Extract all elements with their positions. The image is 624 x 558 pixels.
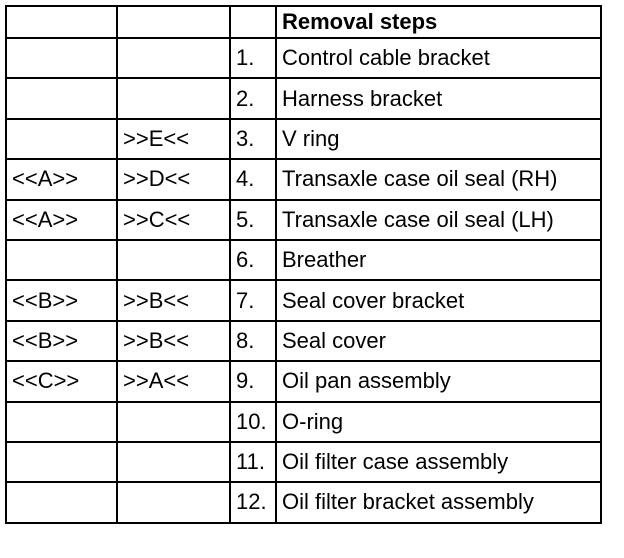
step-name-cell: Seal cover bracket	[276, 280, 601, 320]
step-number-cell: 7.	[230, 280, 276, 320]
note-a-cell: <<C>>	[6, 361, 117, 401]
table-row	[6, 240, 601, 280]
table-row	[6, 361, 601, 401]
step-name-cell: Transaxle case oil seal (LH)	[276, 200, 601, 240]
step-name-cell: Harness bracket	[276, 78, 601, 118]
note-b-cell	[117, 240, 230, 280]
note-b-cell: >>A<<	[117, 361, 230, 401]
note-a-cell	[6, 442, 117, 482]
step-name-cell: V ring	[276, 119, 601, 159]
note-b-cell	[117, 38, 230, 78]
note-a-cell: <<B>>	[6, 321, 117, 361]
table-row	[6, 78, 601, 118]
step-name-cell: Breather	[276, 240, 601, 280]
note-a-cell	[6, 38, 117, 78]
header-cell-number	[230, 6, 276, 38]
note-b-cell: >>B<<	[117, 280, 230, 320]
note-a-cell	[6, 119, 117, 159]
step-name-cell: Oil filter case assembly	[276, 442, 601, 482]
note-b-cell	[117, 442, 230, 482]
step-name-cell: O-ring	[276, 402, 601, 442]
step-number-cell: 2.	[230, 78, 276, 118]
step-name-cell: Oil filter bracket assembly	[276, 482, 601, 522]
header-cell-note-b	[117, 6, 230, 38]
step-number-cell: 9.	[230, 361, 276, 401]
step-number-cell: 12.	[230, 482, 276, 522]
table-row	[6, 200, 601, 240]
step-number-cell: 6.	[230, 240, 276, 280]
header-cell-removal-steps: Removal steps	[276, 6, 601, 38]
note-b-cell: >>E<<	[117, 119, 230, 159]
step-name-cell: Seal cover	[276, 321, 601, 361]
table-row	[6, 482, 601, 522]
step-number-cell: 10.	[230, 402, 276, 442]
table-row	[6, 38, 601, 78]
note-b-cell	[117, 402, 230, 442]
note-b-cell	[117, 482, 230, 522]
step-name-cell: Oil pan assembly	[276, 361, 601, 401]
note-a-cell	[6, 240, 117, 280]
note-b-cell: >>B<<	[117, 321, 230, 361]
note-a-cell	[6, 402, 117, 442]
step-number-cell: 1.	[230, 38, 276, 78]
note-a-cell: <<B>>	[6, 280, 117, 320]
step-name-cell: Transaxle case oil seal (RH)	[276, 159, 601, 199]
removal-steps-table	[5, 5, 602, 524]
step-number-cell: 3.	[230, 119, 276, 159]
note-a-cell: <<A>>	[6, 200, 117, 240]
table-row	[6, 159, 601, 199]
note-b-cell: >>D<<	[117, 159, 230, 199]
header-cell-note-a	[6, 6, 117, 38]
note-a-cell	[6, 78, 117, 118]
note-a-cell: <<A>>	[6, 159, 117, 199]
step-number-cell: 11.	[230, 442, 276, 482]
step-number-cell: 8.	[230, 321, 276, 361]
note-a-cell	[6, 482, 117, 522]
table-row	[6, 321, 601, 361]
table-row	[6, 442, 601, 482]
table-header-row	[6, 6, 601, 38]
table-row	[6, 402, 601, 442]
table-row	[6, 280, 601, 320]
note-b-cell	[117, 78, 230, 118]
table-row	[6, 119, 601, 159]
note-b-cell: >>C<<	[117, 200, 230, 240]
step-number-cell: 5.	[230, 200, 276, 240]
step-name-cell: Control cable bracket	[276, 38, 601, 78]
step-number-cell: 4.	[230, 159, 276, 199]
